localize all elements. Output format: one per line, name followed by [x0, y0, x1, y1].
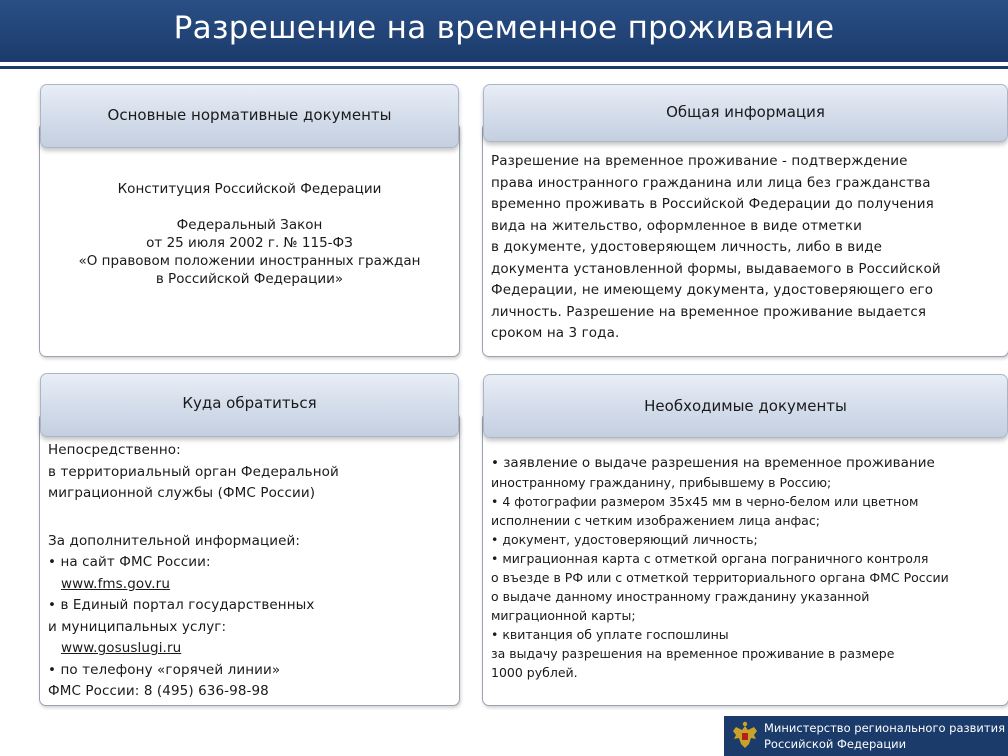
footer-line-2: Российской Федерации: [764, 737, 907, 751]
more-info-title: За дополнительной информацией:: [48, 532, 301, 549]
docs-line: о въезде в РФ или с отметкой территориального органа ФМС России: [491, 570, 949, 585]
portal-item-line-2: и муниципальных услуг:: [48, 618, 227, 635]
general-line: вида на жительство, оформленное в виде отметки: [491, 217, 862, 234]
general-line: личность. Разрешение на временное проживание выдается: [491, 303, 927, 320]
footer-text: [764, 720, 1005, 752]
fms-site-link[interactable]: www.fms.gov.ru: [61, 575, 170, 592]
docs-line: • заявление о выдаче разрешения на временное проживание: [491, 455, 935, 471]
law-line-4: в Российской Федерации»: [155, 271, 344, 287]
constitution-text: Конституция Российской Федерации: [117, 181, 382, 197]
law-line-3: «О правовом положении иностранных граждан: [78, 253, 421, 269]
docs-line: 1000 рублей.: [491, 665, 578, 680]
general-line: документа установленной формы, выдаваемого в Российской: [491, 260, 941, 277]
general-content: [491, 151, 1003, 345]
portal-item-line-1: • в Единый портал государственных: [48, 597, 315, 613]
site-item: • на сайт ФМС России:: [48, 554, 211, 570]
law-line-2: от 25 июля 2002 г. № 115-ФЗ: [146, 235, 353, 251]
direct-line: миграционной службы (ФМС России): [48, 485, 316, 501]
general-line: Федерации, не имеющему документа, удостоверяющего его: [491, 282, 934, 298]
docs-header: [483, 374, 1008, 438]
hotline-phone-number: 8 (495) 636-98-98: [143, 683, 269, 699]
normative-content: [40, 180, 459, 288]
phone-line-prefix: ФМС России:: [48, 683, 144, 699]
title-divider: [0, 66, 1008, 69]
title-bar: [0, 0, 1008, 66]
phone-item: • по телефону «горячей линии»: [48, 661, 281, 678]
where-content: [48, 440, 453, 703]
where-header: [40, 373, 459, 437]
double-headed-eagle-icon: [730, 720, 760, 752]
docs-content: [491, 453, 1003, 682]
docs-line: за выдачу разрешения на временное проживание в размере: [491, 646, 895, 661]
law-line-1: Федеральный Закон: [176, 217, 323, 233]
page-title: Разрешение на временное проживание: [173, 10, 835, 46]
docs-line: • 4 фотографии размером 35х45 мм в черно-белом или цветном: [491, 494, 919, 509]
direct-line: в территориальный орган Федеральной: [48, 463, 339, 480]
docs-line: • миграционная карта с отметкой органа пограничного контроля: [491, 551, 929, 566]
docs-line: • квитанция об уплате госпошлины: [491, 627, 729, 642]
general-line: права иностранного гражданина или лица без гражданства: [491, 174, 931, 191]
general-line: Разрешение на временное проживание - подтверждение: [491, 153, 908, 169]
gosuslugi-link[interactable]: www.gosuslugi.ru: [61, 640, 182, 656]
general-line: временно проживать в Российской Федерации до получения: [491, 196, 934, 212]
docs-line: • документ, удостоверяющий личность;: [491, 532, 758, 547]
normative-header: [40, 84, 459, 148]
general-header: [483, 84, 1008, 142]
general-line: сроком на 3 года.: [491, 325, 620, 341]
normative-header-label: Основные нормативные документы: [107, 106, 392, 124]
where-header-label: Куда обратиться: [182, 394, 317, 412]
docs-line: миграционной карты;: [491, 608, 636, 623]
docs-line: о выдаче данному иностранному гражданину указанной: [491, 589, 870, 604]
footer-line-1: Министерство регионального развития: [764, 721, 1005, 735]
direct-title: Непосредственно:: [48, 442, 181, 458]
docs-line: иностранному гражданину, прибывшему в Россию;: [491, 475, 832, 490]
general-line: в документе, удостоверяющем личность, либо в виде: [491, 239, 883, 255]
docs-line: исполнении с четким изображением лица анфас;: [491, 513, 820, 528]
ministry-footer: [724, 716, 1008, 756]
docs-header-label: Необходимые документы: [644, 397, 847, 415]
general-header-label: Общая информация: [666, 103, 825, 121]
